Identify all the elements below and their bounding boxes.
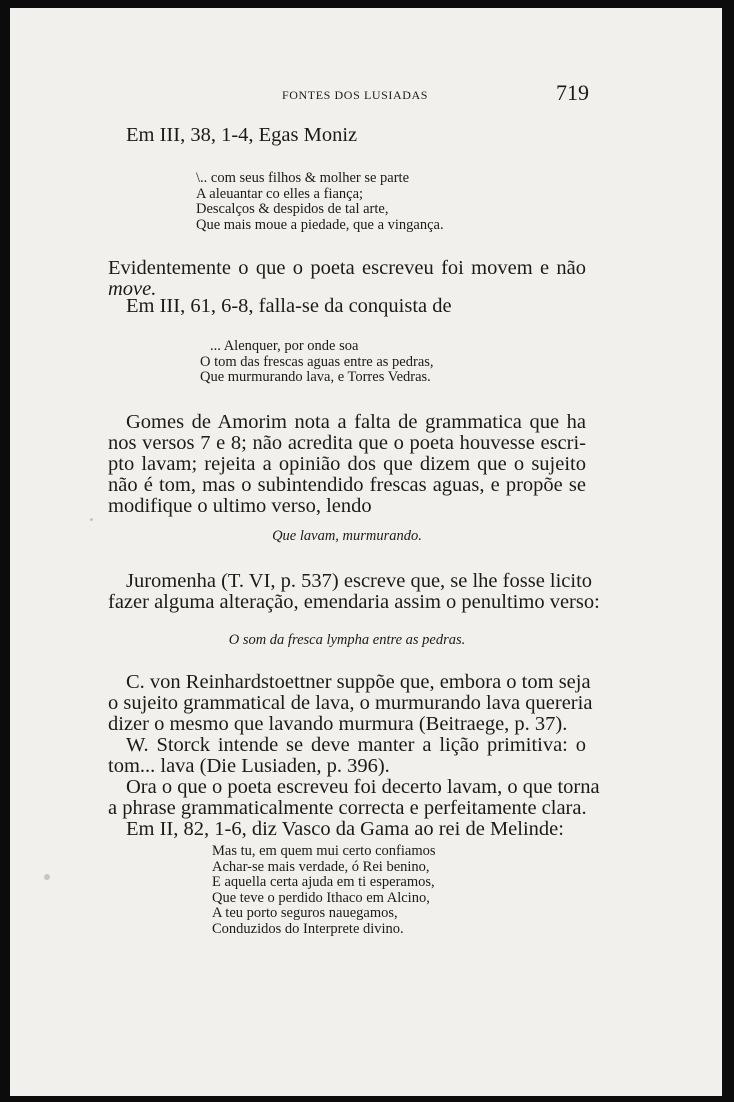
verse-line: Que murmurando lava, e Torres Vedras. <box>200 369 431 385</box>
paragraph-juromenha <box>108 570 600 613</box>
text-line: não é tom, mas o subintendido frescas aguas, e propõe se <box>108 474 586 496</box>
book-page <box>10 8 722 1096</box>
page-number: 719 <box>556 80 589 105</box>
paper-speck <box>44 874 50 880</box>
text-line: Evidentemente o que o poeta escreveu foi movem e não <box>108 257 586 279</box>
text-line: Juromenha (T. VI, p. 537) escreve que, se lhe fosse licito <box>126 570 593 592</box>
verse-line: A teu porto seguros nauegamos, <box>212 905 398 921</box>
text-line: W. Storck intende se deve manter a lição primitiva: o <box>126 734 586 756</box>
verse-line: \.. com seus filhos & molher se parte <box>196 170 410 186</box>
text-line: Gomes de Amorim nota a falta de grammatica que ha <box>126 411 586 433</box>
paragraph-evidentemente <box>108 258 586 300</box>
paragraph-egas-moniz <box>126 125 357 146</box>
verse-line: Descalços & despidos de tal arte, <box>196 201 389 217</box>
paragraph-conquista <box>126 296 452 317</box>
verse-line: Achar-se mais verdade, ó Rei benino, <box>212 858 430 875</box>
emendation-quote-2 <box>108 633 586 649</box>
verse-line: A aleuantar co elles a fiança; <box>196 185 364 202</box>
text-line: Em II, 82, 1-6, diz Vasco da Gama ao rei de Melinde: <box>126 818 564 840</box>
verse-line: E aquella certa ajuda em ti esperamos, <box>212 874 435 890</box>
running-title: FONTES DOS LUSIADAS <box>282 88 429 102</box>
text-line: Em III, 61, 6-8, falla-se da conquista de <box>126 295 452 317</box>
verse-line: O tom das frescas aguas entre as pedras, <box>200 353 434 370</box>
verse-line: Que teve o perdido Ithaco em Alcino, <box>212 889 430 906</box>
verse-line: ... Alenquer, por onde soa <box>210 338 359 354</box>
verse-line: Mas tu, em quem mui certo confiamos <box>212 843 436 859</box>
text-line-italic: move. <box>108 278 157 300</box>
text-line: dizer o mesmo que lavando murmura (Beitraege, p. 37). <box>108 713 568 735</box>
text-line: fazer alguma alteração, emendaria assim o penultimo verso: <box>108 591 600 613</box>
page-header <box>10 80 722 112</box>
paper-speck <box>90 518 93 521</box>
paragraph-reinhardstoettner <box>108 671 600 840</box>
quote-line: O som da fresca lympha entre as pedras. <box>228 632 466 648</box>
verse-quote-3 <box>212 844 436 937</box>
verse-quote-2 <box>200 339 434 386</box>
text-line: modifique o ultimo verso, lendo <box>108 495 372 517</box>
text-line: Ora o que o poeta escreveu foi decerto lavam, o que torna <box>126 776 600 798</box>
verse-line: Conduzidos do Interprete divino. <box>212 920 404 937</box>
text-line: C. von Reinhardstoettner suppõe que, embora o tom seja <box>126 671 591 693</box>
quote-line: Que lavam, murmurando. <box>272 528 422 544</box>
text-line: Em III, 38, 1-4, Egas Moniz <box>126 124 358 146</box>
verse-line: Que mais moue a piedade, que a vingança. <box>196 216 444 233</box>
text-line: pto lavam; rejeita a opinião dos que dizem que o sujeito <box>108 453 586 475</box>
emendation-quote-1 <box>108 529 586 545</box>
verse-quote-1 <box>196 171 444 233</box>
paragraph-gomes-de-amorim <box>108 412 586 517</box>
text-line: tom... lava (Die Lusiaden, p. 396). <box>108 755 390 777</box>
text-line: nos versos 7 e 8; não acredita que o poeta houvesse escri- <box>108 432 586 454</box>
text-line: o sujeito grammatical de lava, o murmurando lava quereria <box>108 692 593 714</box>
text-line: a phrase grammaticalmente correcta e perfeitamente clara. <box>108 797 587 819</box>
